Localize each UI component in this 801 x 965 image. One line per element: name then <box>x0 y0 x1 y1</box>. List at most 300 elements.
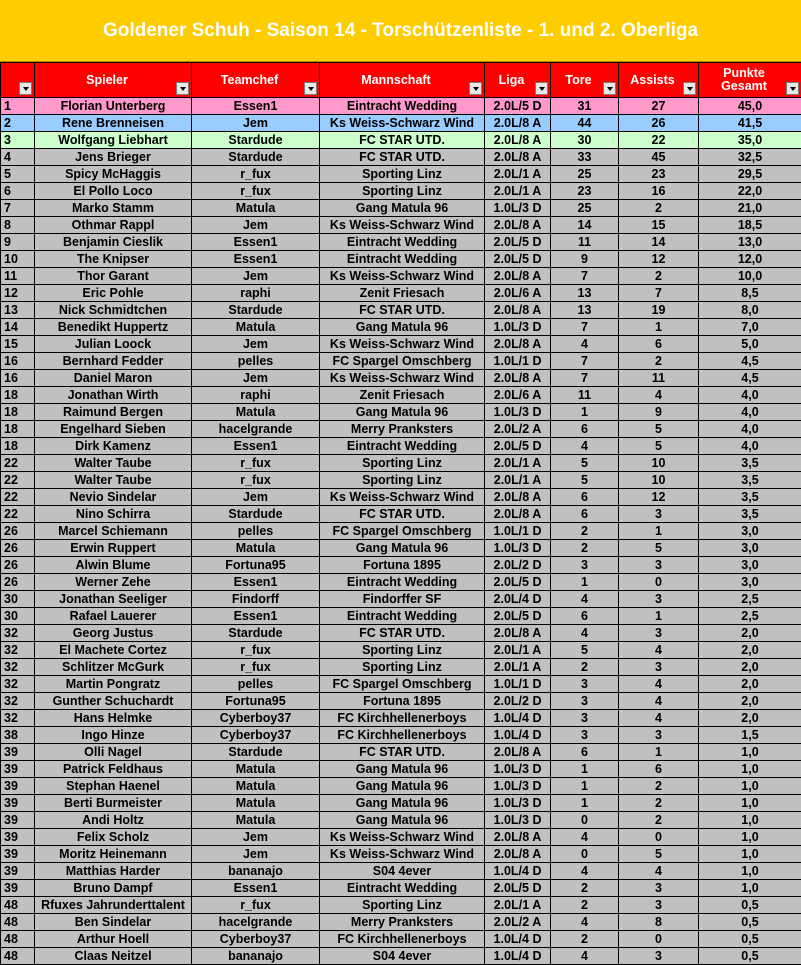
cell-liga[interactable]: 2.0L/1 A <box>485 166 551 183</box>
cell-liga[interactable]: 2.0L/1 A <box>485 897 551 914</box>
cell-assists[interactable]: 23 <box>619 166 699 183</box>
cell-tore[interactable]: 4 <box>551 336 619 353</box>
cell-tore[interactable]: 4 <box>551 625 619 642</box>
filter-dropdown-icon[interactable] <box>683 82 696 95</box>
cell-tore[interactable]: 3 <box>551 557 619 574</box>
cell-mannschaft[interactable]: Merry Pranksters <box>320 421 485 438</box>
cell-tore[interactable]: 5 <box>551 642 619 659</box>
cell-punkte[interactable]: 0,5 <box>699 914 801 931</box>
cell-rank[interactable]: 26 <box>1 574 35 591</box>
cell-rank[interactable]: 39 <box>1 863 35 880</box>
cell-assists[interactable]: 11 <box>619 370 699 387</box>
cell-punkte[interactable]: 32,5 <box>699 149 801 166</box>
cell-tore[interactable]: 3 <box>551 676 619 693</box>
cell-liga[interactable]: 2.0L/8 A <box>485 149 551 166</box>
cell-tore[interactable]: 4 <box>551 914 619 931</box>
cell-liga[interactable]: 2.0L/8 A <box>485 132 551 149</box>
cell-teamchef[interactable]: Cyberboy37 <box>192 727 320 744</box>
cell-mannschaft[interactable]: Gang Matula 96 <box>320 540 485 557</box>
cell-tore[interactable]: 6 <box>551 608 619 625</box>
cell-rank[interactable]: 22 <box>1 455 35 472</box>
cell-spieler[interactable]: Claas Neitzel <box>35 948 192 965</box>
cell-punkte[interactable]: 1,0 <box>699 795 801 812</box>
cell-spieler[interactable]: Florian Unterberg <box>35 98 192 115</box>
cell-punkte[interactable]: 2,5 <box>699 608 801 625</box>
cell-punkte[interactable]: 0,5 <box>699 931 801 948</box>
cell-mannschaft[interactable]: FC Kirchhellenerboys <box>320 727 485 744</box>
cell-assists[interactable]: 7 <box>619 285 699 302</box>
cell-spieler[interactable]: Wolfgang Liebhart <box>35 132 192 149</box>
cell-spieler[interactable]: Spicy McHaggis <box>35 166 192 183</box>
cell-liga[interactable]: 2.0L/5 D <box>485 438 551 455</box>
cell-punkte[interactable]: 2,0 <box>699 710 801 727</box>
cell-assists[interactable]: 4 <box>619 387 699 404</box>
cell-punkte[interactable]: 1,0 <box>699 829 801 846</box>
cell-tore[interactable]: 6 <box>551 744 619 761</box>
cell-tore[interactable]: 7 <box>551 370 619 387</box>
cell-spieler[interactable]: Moritz Heinemann <box>35 846 192 863</box>
cell-liga[interactable]: 2.0L/2 A <box>485 914 551 931</box>
cell-mannschaft[interactable]: Zenit Friesach <box>320 387 485 404</box>
filter-dropdown-icon[interactable] <box>19 82 32 95</box>
cell-liga[interactable]: 1.0L/4 D <box>485 863 551 880</box>
cell-spieler[interactable]: Schlitzer McGurk <box>35 659 192 676</box>
filter-dropdown-icon[interactable] <box>176 82 189 95</box>
cell-mannschaft[interactable]: Ks Weiss-Schwarz Wind <box>320 370 485 387</box>
cell-assists[interactable]: 6 <box>619 336 699 353</box>
cell-tore[interactable]: 13 <box>551 302 619 319</box>
cell-spieler[interactable]: Daniel Maron <box>35 370 192 387</box>
cell-spieler[interactable]: Rafael Lauerer <box>35 608 192 625</box>
cell-tore[interactable]: 1 <box>551 795 619 812</box>
cell-spieler[interactable]: Stephan Haenel <box>35 778 192 795</box>
cell-punkte[interactable]: 10,0 <box>699 268 801 285</box>
cell-mannschaft[interactable]: Sporting Linz <box>320 642 485 659</box>
cell-assists[interactable]: 15 <box>619 217 699 234</box>
cell-spieler[interactable]: El Machete Cortez <box>35 642 192 659</box>
cell-spieler[interactable]: Walter Taube <box>35 455 192 472</box>
cell-assists[interactable]: 45 <box>619 149 699 166</box>
cell-spieler[interactable]: El Pollo Loco <box>35 183 192 200</box>
cell-liga[interactable]: 2.0L/5 D <box>485 574 551 591</box>
cell-tore[interactable]: 14 <box>551 217 619 234</box>
cell-teamchef[interactable]: Essen1 <box>192 251 320 268</box>
cell-assists[interactable]: 1 <box>619 608 699 625</box>
cell-mannschaft[interactable]: Ks Weiss-Schwarz Wind <box>320 268 485 285</box>
cell-teamchef[interactable]: Jem <box>192 846 320 863</box>
cell-teamchef[interactable]: raphi <box>192 387 320 404</box>
cell-assists[interactable]: 5 <box>619 846 699 863</box>
cell-mannschaft[interactable]: Eintracht Wedding <box>320 234 485 251</box>
cell-assists[interactable]: 2 <box>619 200 699 217</box>
cell-assists[interactable]: 3 <box>619 880 699 897</box>
cell-punkte[interactable]: 2,0 <box>699 642 801 659</box>
cell-teamchef[interactable]: Essen1 <box>192 234 320 251</box>
cell-teamchef[interactable]: r_fux <box>192 455 320 472</box>
cell-tore[interactable]: 2 <box>551 880 619 897</box>
cell-rank[interactable]: 6 <box>1 183 35 200</box>
cell-punkte[interactable]: 4,0 <box>699 404 801 421</box>
cell-punkte[interactable]: 7,0 <box>699 319 801 336</box>
cell-spieler[interactable]: Rfuxes Jahrunderttalent <box>35 897 192 914</box>
cell-punkte[interactable]: 1,0 <box>699 812 801 829</box>
cell-liga[interactable]: 1.0L/4 D <box>485 727 551 744</box>
cell-liga[interactable]: 1.0L/4 D <box>485 710 551 727</box>
cell-mannschaft[interactable]: Gang Matula 96 <box>320 404 485 421</box>
cell-teamchef[interactable]: Stardude <box>192 506 320 523</box>
cell-liga[interactable]: 1.0L/3 D <box>485 540 551 557</box>
cell-assists[interactable]: 16 <box>619 183 699 200</box>
cell-tore[interactable]: 3 <box>551 710 619 727</box>
cell-punkte[interactable]: 3,5 <box>699 472 801 489</box>
cell-tore[interactable]: 6 <box>551 506 619 523</box>
cell-tore[interactable]: 5 <box>551 455 619 472</box>
cell-teamchef[interactable]: Cyberboy37 <box>192 931 320 948</box>
cell-mannschaft[interactable]: FC STAR UTD. <box>320 744 485 761</box>
cell-rank[interactable]: 22 <box>1 472 35 489</box>
cell-punkte[interactable]: 4,0 <box>699 421 801 438</box>
cell-liga[interactable]: 2.0L/8 A <box>485 217 551 234</box>
cell-tore[interactable]: 2 <box>551 931 619 948</box>
cell-teamchef[interactable]: r_fux <box>192 183 320 200</box>
cell-punkte[interactable]: 1,0 <box>699 744 801 761</box>
cell-teamchef[interactable]: Essen1 <box>192 98 320 115</box>
cell-teamchef[interactable]: Stardude <box>192 302 320 319</box>
cell-spieler[interactable]: Andi Holtz <box>35 812 192 829</box>
cell-liga[interactable]: 1.0L/1 D <box>485 523 551 540</box>
cell-mannschaft[interactable]: Gang Matula 96 <box>320 319 485 336</box>
cell-spieler[interactable]: Felix Scholz <box>35 829 192 846</box>
cell-mannschaft[interactable]: Ks Weiss-Schwarz Wind <box>320 846 485 863</box>
cell-assists[interactable]: 3 <box>619 591 699 608</box>
cell-liga[interactable]: 2.0L/5 D <box>485 234 551 251</box>
cell-punkte[interactable]: 0,5 <box>699 897 801 914</box>
cell-mannschaft[interactable]: Ks Weiss-Schwarz Wind <box>320 336 485 353</box>
cell-teamchef[interactable]: Jem <box>192 336 320 353</box>
cell-spieler[interactable]: Ingo Hinze <box>35 727 192 744</box>
cell-spieler[interactable]: Nevio Sindelar <box>35 489 192 506</box>
cell-mannschaft[interactable]: S04 4ever <box>320 948 485 965</box>
cell-rank[interactable]: 18 <box>1 404 35 421</box>
cell-mannschaft[interactable]: Gang Matula 96 <box>320 200 485 217</box>
filter-dropdown-icon[interactable] <box>603 82 616 95</box>
cell-teamchef[interactable]: Matula <box>192 795 320 812</box>
cell-mannschaft[interactable]: Ks Weiss-Schwarz Wind <box>320 829 485 846</box>
cell-tore[interactable]: 4 <box>551 591 619 608</box>
cell-assists[interactable]: 27 <box>619 98 699 115</box>
cell-mannschaft[interactable]: Fortuna 1895 <box>320 693 485 710</box>
cell-spieler[interactable]: Werner Zehe <box>35 574 192 591</box>
cell-spieler[interactable]: Benjamin Cieslik <box>35 234 192 251</box>
cell-mannschaft[interactable]: Gang Matula 96 <box>320 795 485 812</box>
cell-assists[interactable]: 4 <box>619 710 699 727</box>
cell-punkte[interactable]: 3,0 <box>699 574 801 591</box>
cell-mannschaft[interactable]: Eintracht Wedding <box>320 574 485 591</box>
cell-spieler[interactable]: Marko Stamm <box>35 200 192 217</box>
cell-mannschaft[interactable]: Sporting Linz <box>320 897 485 914</box>
cell-tore[interactable]: 5 <box>551 472 619 489</box>
cell-rank[interactable]: 39 <box>1 744 35 761</box>
cell-spieler[interactable]: Raimund Bergen <box>35 404 192 421</box>
cell-rank[interactable]: 48 <box>1 931 35 948</box>
cell-rank[interactable]: 1 <box>1 98 35 115</box>
cell-rank[interactable]: 18 <box>1 387 35 404</box>
cell-rank[interactable]: 3 <box>1 132 35 149</box>
cell-punkte[interactable]: 1,0 <box>699 863 801 880</box>
cell-tore[interactable]: 1 <box>551 778 619 795</box>
cell-tore[interactable]: 3 <box>551 727 619 744</box>
cell-teamchef[interactable]: Fortuna95 <box>192 693 320 710</box>
cell-teamchef[interactable]: Stardude <box>192 149 320 166</box>
cell-rank[interactable]: 5 <box>1 166 35 183</box>
cell-mannschaft[interactable]: Gang Matula 96 <box>320 812 485 829</box>
cell-punkte[interactable]: 5,0 <box>699 336 801 353</box>
cell-rank[interactable]: 18 <box>1 421 35 438</box>
cell-teamchef[interactable]: Essen1 <box>192 880 320 897</box>
cell-teamchef[interactable]: Stardude <box>192 744 320 761</box>
cell-spieler[interactable]: Jens Brieger <box>35 149 192 166</box>
cell-punkte[interactable]: 4,5 <box>699 353 801 370</box>
cell-punkte[interactable]: 21,0 <box>699 200 801 217</box>
cell-spieler[interactable]: Georg Justus <box>35 625 192 642</box>
cell-mannschaft[interactable]: FC Spargel Omschberg <box>320 676 485 693</box>
cell-liga[interactable]: 2.0L/5 D <box>485 98 551 115</box>
cell-mannschaft[interactable]: Eintracht Wedding <box>320 438 485 455</box>
cell-spieler[interactable]: Hans Helmke <box>35 710 192 727</box>
cell-mannschaft[interactable]: Sporting Linz <box>320 472 485 489</box>
cell-rank[interactable]: 22 <box>1 489 35 506</box>
cell-liga[interactable]: 2.0L/8 A <box>485 370 551 387</box>
cell-liga[interactable]: 2.0L/8 A <box>485 744 551 761</box>
cell-teamchef[interactable]: Jem <box>192 489 320 506</box>
cell-assists[interactable]: 12 <box>619 251 699 268</box>
cell-rank[interactable]: 32 <box>1 676 35 693</box>
cell-punkte[interactable]: 1,0 <box>699 846 801 863</box>
cell-assists[interactable]: 3 <box>619 727 699 744</box>
cell-mannschaft[interactable]: FC STAR UTD. <box>320 625 485 642</box>
cell-liga[interactable]: 2.0L/1 A <box>485 642 551 659</box>
cell-teamchef[interactable]: Stardude <box>192 132 320 149</box>
cell-punkte[interactable]: 2,0 <box>699 676 801 693</box>
cell-punkte[interactable]: 2,0 <box>699 625 801 642</box>
cell-tore[interactable]: 0 <box>551 812 619 829</box>
cell-punkte[interactable]: 3,0 <box>699 540 801 557</box>
filter-dropdown-icon[interactable] <box>469 82 482 95</box>
cell-mannschaft[interactable]: Sporting Linz <box>320 659 485 676</box>
cell-tore[interactable]: 1 <box>551 404 619 421</box>
cell-liga[interactable]: 1.0L/3 D <box>485 778 551 795</box>
cell-assists[interactable]: 4 <box>619 642 699 659</box>
cell-assists[interactable]: 9 <box>619 404 699 421</box>
cell-rank[interactable]: 13 <box>1 302 35 319</box>
cell-rank[interactable]: 15 <box>1 336 35 353</box>
cell-spieler[interactable]: Julian Loock <box>35 336 192 353</box>
filter-dropdown-icon[interactable] <box>304 82 317 95</box>
cell-liga[interactable]: 2.0L/4 D <box>485 591 551 608</box>
cell-rank[interactable]: 48 <box>1 914 35 931</box>
cell-assists[interactable]: 4 <box>619 693 699 710</box>
cell-punkte[interactable]: 3,5 <box>699 506 801 523</box>
cell-teamchef[interactable]: Essen1 <box>192 574 320 591</box>
cell-tore[interactable]: 11 <box>551 234 619 251</box>
cell-punkte[interactable]: 1,0 <box>699 880 801 897</box>
cell-assists[interactable]: 12 <box>619 489 699 506</box>
cell-rank[interactable]: 16 <box>1 353 35 370</box>
cell-mannschaft[interactable]: Findorffer SF <box>320 591 485 608</box>
cell-teamchef[interactable]: pelles <box>192 353 320 370</box>
cell-assists[interactable]: 2 <box>619 795 699 812</box>
cell-spieler[interactable]: Rene Brenneisen <box>35 115 192 132</box>
cell-tore[interactable]: 3 <box>551 693 619 710</box>
cell-spieler[interactable]: Benedikt Huppertz <box>35 319 192 336</box>
cell-teamchef[interactable]: hacelgrande <box>192 914 320 931</box>
cell-punkte[interactable]: 1,0 <box>699 761 801 778</box>
cell-punkte[interactable]: 4,0 <box>699 387 801 404</box>
cell-punkte[interactable]: 1,0 <box>699 778 801 795</box>
cell-liga[interactable]: 2.0L/5 D <box>485 880 551 897</box>
cell-mannschaft[interactable]: FC Spargel Omschberg <box>320 353 485 370</box>
cell-assists[interactable]: 3 <box>619 625 699 642</box>
cell-liga[interactable]: 2.0L/8 A <box>485 625 551 642</box>
cell-assists[interactable]: 5 <box>619 421 699 438</box>
cell-teamchef[interactable]: pelles <box>192 523 320 540</box>
cell-liga[interactable]: 1.0L/3 D <box>485 404 551 421</box>
cell-teamchef[interactable]: Jem <box>192 115 320 132</box>
cell-teamchef[interactable]: bananajo <box>192 948 320 965</box>
cell-rank[interactable]: 39 <box>1 829 35 846</box>
cell-liga[interactable]: 2.0L/5 D <box>485 608 551 625</box>
cell-teamchef[interactable]: Jem <box>192 217 320 234</box>
cell-rank[interactable]: 7 <box>1 200 35 217</box>
cell-mannschaft[interactable]: FC Kirchhellenerboys <box>320 931 485 948</box>
cell-tore[interactable]: 2 <box>551 897 619 914</box>
cell-assists[interactable]: 26 <box>619 115 699 132</box>
cell-mannschaft[interactable]: Ks Weiss-Schwarz Wind <box>320 115 485 132</box>
cell-mannschaft[interactable]: FC STAR UTD. <box>320 149 485 166</box>
cell-spieler[interactable]: Marcel Schiemann <box>35 523 192 540</box>
cell-punkte[interactable]: 2,5 <box>699 591 801 608</box>
cell-assists[interactable]: 4 <box>619 863 699 880</box>
cell-assists[interactable]: 1 <box>619 523 699 540</box>
cell-liga[interactable]: 1.0L/1 D <box>485 353 551 370</box>
cell-punkte[interactable]: 13,0 <box>699 234 801 251</box>
cell-liga[interactable]: 2.0L/8 A <box>485 302 551 319</box>
cell-rank[interactable]: 39 <box>1 795 35 812</box>
cell-assists[interactable]: 3 <box>619 897 699 914</box>
cell-mannschaft[interactable]: Merry Pranksters <box>320 914 485 931</box>
filter-dropdown-icon[interactable] <box>786 82 799 95</box>
cell-spieler[interactable]: Thor Garant <box>35 268 192 285</box>
cell-teamchef[interactable]: Matula <box>192 404 320 421</box>
cell-spieler[interactable]: Ben Sindelar <box>35 914 192 931</box>
cell-punkte[interactable]: 22,0 <box>699 183 801 200</box>
cell-liga[interactable]: 1.0L/3 D <box>485 761 551 778</box>
cell-punkte[interactable]: 3,5 <box>699 455 801 472</box>
cell-rank[interactable]: 32 <box>1 693 35 710</box>
cell-tore[interactable]: 1 <box>551 574 619 591</box>
cell-mannschaft[interactable]: Sporting Linz <box>320 166 485 183</box>
cell-punkte[interactable]: 35,0 <box>699 132 801 149</box>
cell-teamchef[interactable]: Matula <box>192 812 320 829</box>
cell-mannschaft[interactable]: FC Kirchhellenerboys <box>320 710 485 727</box>
cell-assists[interactable]: 2 <box>619 353 699 370</box>
cell-punkte[interactable]: 2,0 <box>699 659 801 676</box>
cell-mannschaft[interactable]: Eintracht Wedding <box>320 251 485 268</box>
cell-punkte[interactable]: 4,0 <box>699 438 801 455</box>
cell-liga[interactable]: 2.0L/6 A <box>485 387 551 404</box>
cell-tore[interactable]: 4 <box>551 829 619 846</box>
cell-liga[interactable]: 1.0L/3 D <box>485 319 551 336</box>
cell-rank[interactable]: 39 <box>1 880 35 897</box>
cell-liga[interactable]: 1.0L/4 D <box>485 931 551 948</box>
cell-rank[interactable]: 38 <box>1 727 35 744</box>
cell-teamchef[interactable]: raphi <box>192 285 320 302</box>
cell-rank[interactable]: 48 <box>1 897 35 914</box>
cell-assists[interactable]: 3 <box>619 506 699 523</box>
cell-spieler[interactable]: Erwin Ruppert <box>35 540 192 557</box>
cell-liga[interactable]: 1.0L/3 D <box>485 795 551 812</box>
cell-assists[interactable]: 14 <box>619 234 699 251</box>
cell-rank[interactable]: 10 <box>1 251 35 268</box>
cell-liga[interactable]: 2.0L/2 D <box>485 557 551 574</box>
cell-tore[interactable]: 1 <box>551 761 619 778</box>
cell-teamchef[interactable]: Matula <box>192 540 320 557</box>
cell-assists[interactable]: 2 <box>619 268 699 285</box>
cell-tore[interactable]: 4 <box>551 948 619 965</box>
cell-teamchef[interactable]: r_fux <box>192 166 320 183</box>
cell-punkte[interactable]: 3,0 <box>699 557 801 574</box>
filter-dropdown-icon[interactable] <box>535 82 548 95</box>
cell-tore[interactable]: 23 <box>551 183 619 200</box>
cell-liga[interactable]: 2.0L/1 A <box>485 183 551 200</box>
cell-spieler[interactable]: Walter Taube <box>35 472 192 489</box>
cell-spieler[interactable]: Berti Burmeister <box>35 795 192 812</box>
cell-mannschaft[interactable]: S04 4ever <box>320 863 485 880</box>
cell-liga[interactable]: 2.0L/1 A <box>485 472 551 489</box>
cell-punkte[interactable]: 3,5 <box>699 489 801 506</box>
cell-rank[interactable]: 2 <box>1 115 35 132</box>
cell-punkte[interactable]: 12,0 <box>699 251 801 268</box>
cell-punkte[interactable]: 18,5 <box>699 217 801 234</box>
cell-spieler[interactable]: Engelhard Sieben <box>35 421 192 438</box>
cell-spieler[interactable]: Patrick Feldhaus <box>35 761 192 778</box>
cell-assists[interactable]: 22 <box>619 132 699 149</box>
cell-assists[interactable]: 2 <box>619 778 699 795</box>
cell-spieler[interactable]: Nick Schmidtchen <box>35 302 192 319</box>
cell-mannschaft[interactable]: Fortuna 1895 <box>320 557 485 574</box>
cell-assists[interactable]: 19 <box>619 302 699 319</box>
cell-liga[interactable]: 2.0L/8 A <box>485 336 551 353</box>
cell-tore[interactable]: 2 <box>551 659 619 676</box>
cell-teamchef[interactable]: Cyberboy37 <box>192 710 320 727</box>
cell-tore[interactable]: 25 <box>551 166 619 183</box>
cell-assists[interactable]: 0 <box>619 829 699 846</box>
cell-spieler[interactable]: Arthur Hoell <box>35 931 192 948</box>
cell-rank[interactable]: 32 <box>1 625 35 642</box>
cell-tore[interactable]: 44 <box>551 115 619 132</box>
cell-teamchef[interactable]: pelles <box>192 676 320 693</box>
cell-liga[interactable]: 2.0L/8 A <box>485 506 551 523</box>
cell-spieler[interactable]: Bruno Dampf <box>35 880 192 897</box>
cell-punkte[interactable]: 45,0 <box>699 98 801 115</box>
cell-rank[interactable]: 9 <box>1 234 35 251</box>
cell-mannschaft[interactable]: Eintracht Wedding <box>320 98 485 115</box>
cell-rank[interactable]: 30 <box>1 608 35 625</box>
cell-assists[interactable]: 5 <box>619 540 699 557</box>
cell-rank[interactable]: 48 <box>1 948 35 965</box>
cell-rank[interactable]: 16 <box>1 370 35 387</box>
cell-tore[interactable]: 9 <box>551 251 619 268</box>
